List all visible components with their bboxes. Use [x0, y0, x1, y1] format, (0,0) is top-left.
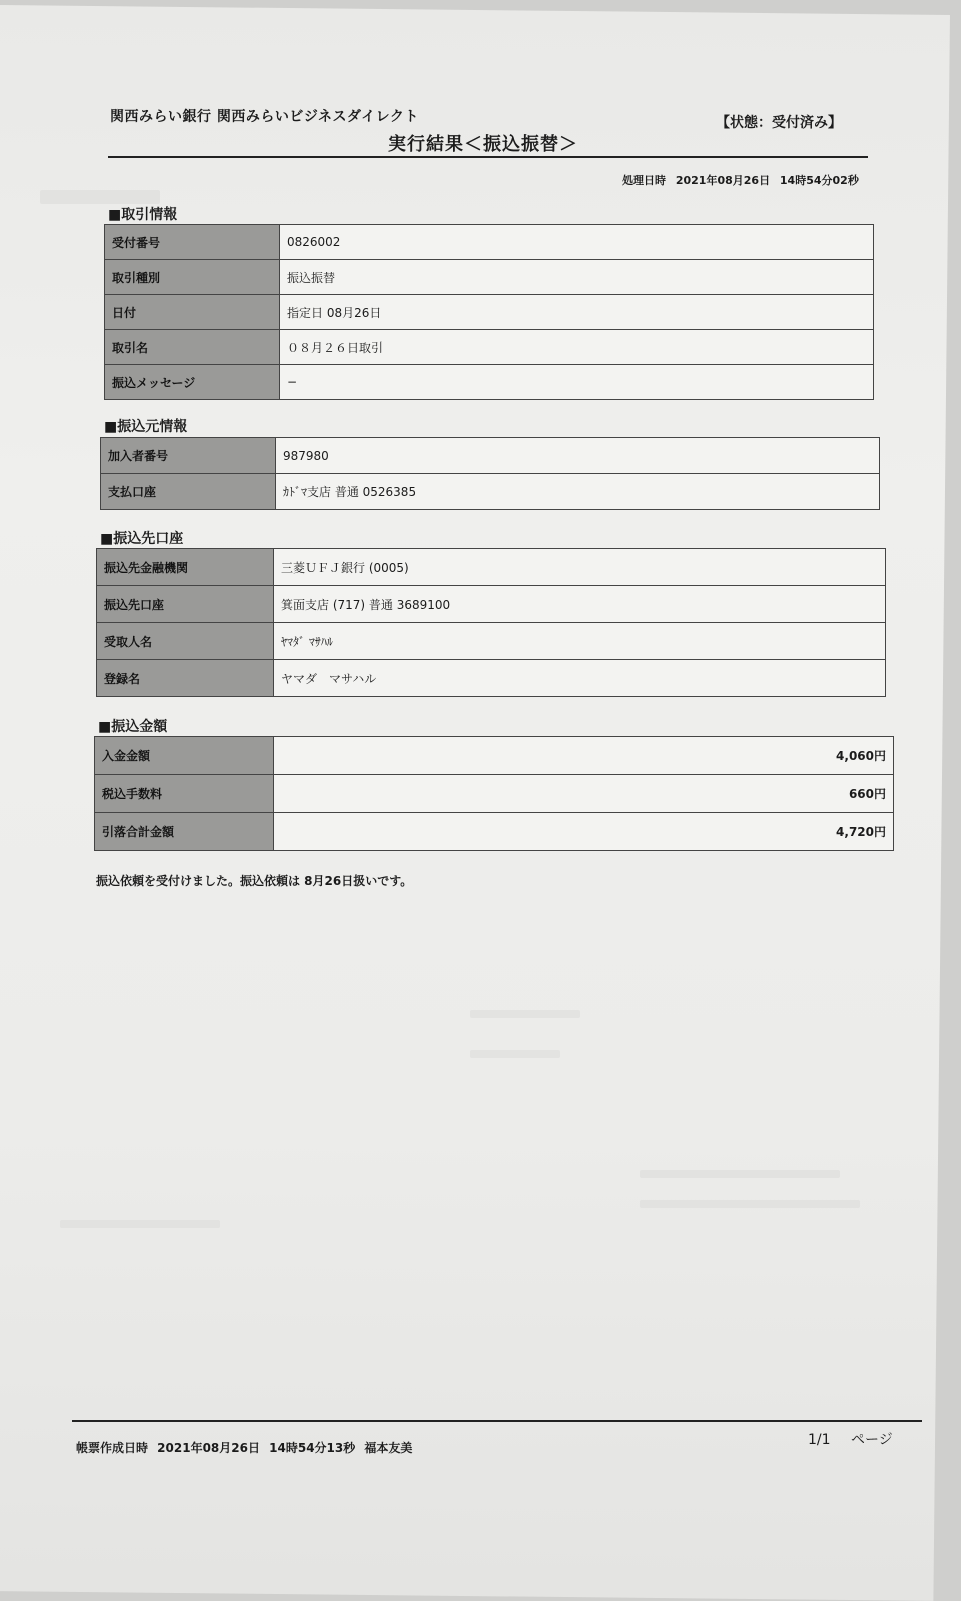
- header-rule: [108, 156, 868, 158]
- section-heading-source: ■振込元情報: [104, 419, 188, 435]
- processed-datetime: [622, 172, 859, 188]
- table-row: [105, 295, 874, 330]
- transaction-info-table: [104, 224, 874, 400]
- row-label: 取引名: [105, 330, 280, 365]
- table-row: [105, 225, 874, 260]
- page-number: 1/1 ページ: [808, 1432, 893, 1448]
- section-heading-transaction: ■取引情報: [108, 207, 178, 223]
- row-label: 受付番号: [105, 225, 280, 260]
- row-value: 987980: [276, 438, 880, 474]
- row-value: 4,060円: [274, 737, 894, 775]
- bank-name: 関西みらい銀行 関西みらいビジネスダイレクト: [110, 109, 419, 125]
- row-value: 4,720円: [274, 813, 894, 851]
- table-row: [101, 438, 880, 474]
- status-badge: 【状態：受付済み】: [716, 115, 842, 131]
- row-value: 三菱ＵＦＪ銀行 (0005): [274, 549, 886, 586]
- table-row: [97, 586, 886, 623]
- row-value: ０８月２６日取引: [280, 330, 874, 365]
- row-value: 箕面支店 (717) 普通 3689100: [274, 586, 886, 623]
- row-value: 0826002: [280, 225, 874, 260]
- row-label: 入金金額: [95, 737, 274, 775]
- row-label: 税込手数料: [95, 775, 274, 813]
- row-value: 660円: [274, 775, 894, 813]
- table-row: [101, 474, 880, 510]
- table-row: [105, 330, 874, 365]
- row-label: 取引種別: [105, 260, 280, 295]
- table-row: [97, 660, 886, 697]
- row-label: 日付: [105, 295, 280, 330]
- table-row: [97, 623, 886, 660]
- row-label: 加入者番号: [101, 438, 276, 474]
- source-info-table: [100, 437, 880, 510]
- amount-table: [94, 736, 894, 851]
- row-label: 受取人名: [97, 623, 274, 660]
- processed-value: 2021年08月26日 14時54分02秒: [675, 174, 859, 187]
- table-row: [95, 775, 894, 813]
- row-label: 振込先口座: [97, 586, 274, 623]
- paper-sheet: [0, 5, 950, 1601]
- row-value: ヤマダ マサハル: [274, 660, 886, 697]
- row-value: −: [280, 365, 874, 400]
- page-title: 実行結果＜振込振替＞: [388, 134, 578, 155]
- section-heading-amount: ■振込金額: [98, 719, 168, 735]
- row-value: 振込振替: [280, 260, 874, 295]
- acceptance-message: 振込依頼を受付けました。振込依頼は 8月26日扱いです。: [96, 874, 413, 888]
- row-value: ﾔﾏﾀﾞ ﾏｻﾊﾙ: [274, 623, 886, 660]
- row-label: 引落合計金額: [95, 813, 274, 851]
- table-row: [105, 260, 874, 295]
- footer-rule: [72, 1420, 922, 1422]
- destination-info-table: [96, 548, 886, 697]
- table-row: [105, 365, 874, 400]
- table-row: [95, 813, 894, 851]
- row-label: 支払口座: [101, 474, 276, 510]
- table-row: [95, 737, 894, 775]
- row-label: 振込先金融機関: [97, 549, 274, 586]
- row-label: 振込メッセージ: [105, 365, 280, 400]
- row-label: 登録名: [97, 660, 274, 697]
- processed-label: 処理日時: [622, 174, 666, 187]
- row-value: ｶﾄﾞﾏ支店 普通 0526385: [276, 474, 880, 510]
- footer-created: 帳票作成日時 2021年08月26日 14時54分13秒 福本友美: [76, 1441, 413, 1455]
- section-heading-destination: ■振込先口座: [100, 531, 184, 547]
- row-value: 指定日 08月26日: [280, 295, 874, 330]
- table-row: [97, 549, 886, 586]
